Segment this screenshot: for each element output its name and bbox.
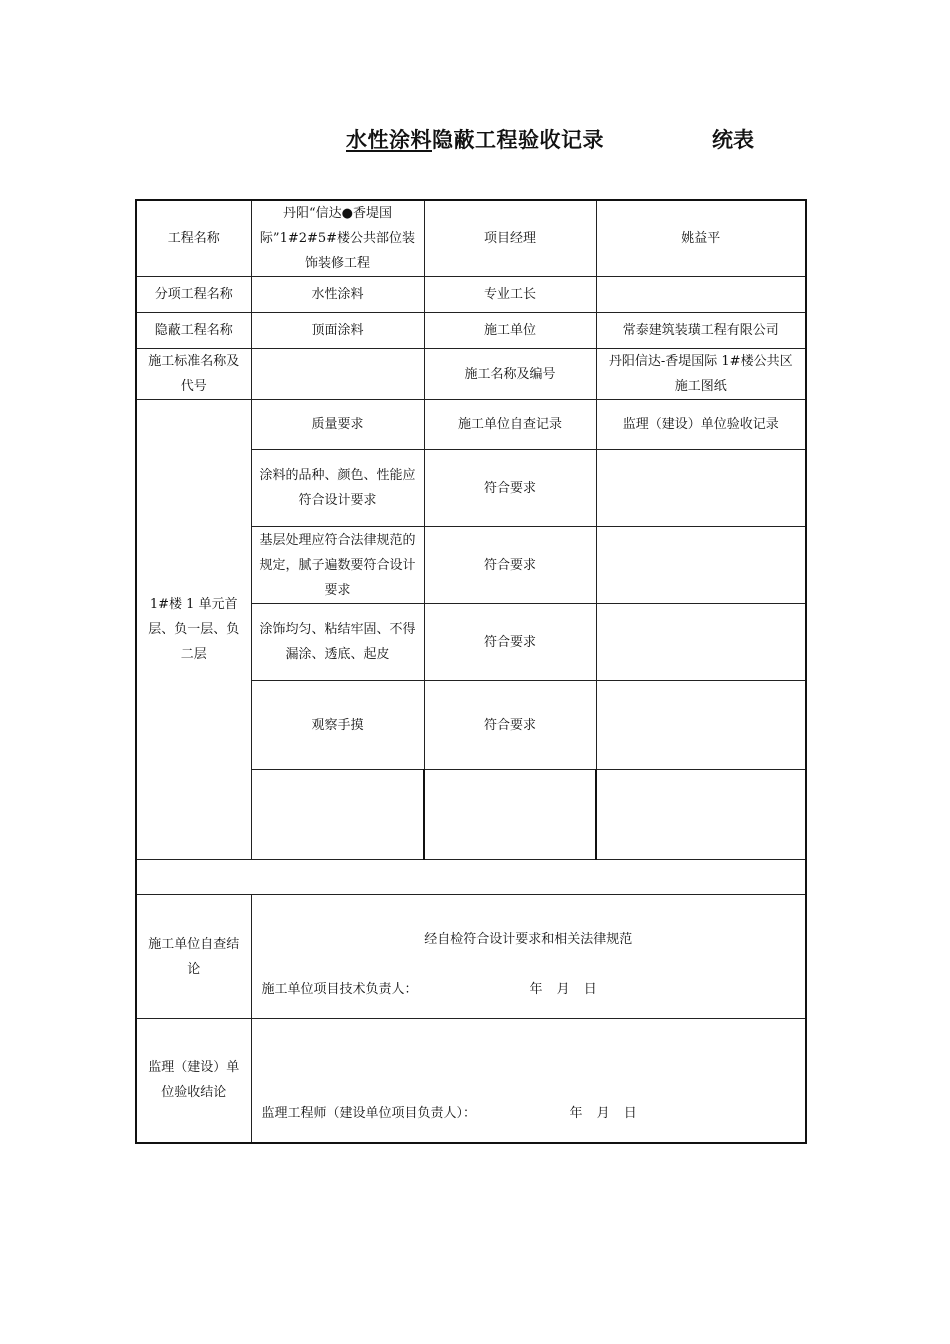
project-manager-label: 项目经理 xyxy=(424,200,596,277)
requirement-text: 基层处理应符合法律规范的规定，腻子遍数要符合设计要求 xyxy=(251,527,424,604)
foreman-value xyxy=(596,277,806,313)
supervision-conclusion-cell xyxy=(251,1019,806,1143)
empty-cell xyxy=(136,860,806,895)
title-underlined: 水性涂料 xyxy=(346,128,432,152)
project-name-value: 丹阳“信达●香堤国际”1#2#5#楼公共部位装饰装修工程 xyxy=(251,200,424,277)
title-rest: 隐蔽工程验收记录 xyxy=(432,128,604,152)
self-check-result: 符合要求 xyxy=(424,604,596,681)
self-conclusion-date: 年 月 日 xyxy=(529,982,597,997)
self-conclusion-text: 经自检符合设计要求和相关法律规范 xyxy=(424,932,633,947)
sub-project-label: 分项工程名称 xyxy=(136,277,251,313)
self-check-result: 符合要求 xyxy=(424,527,596,604)
drawing-label: 施工名称及编号 xyxy=(424,349,596,400)
header-supervision: 监理（建设）单位验收记录 xyxy=(596,400,806,450)
supervision-record xyxy=(596,527,806,604)
supervision-record xyxy=(596,681,806,770)
requirement-text: 涂饰均匀、粘结牢固、不得漏涂、透底、起皮 xyxy=(251,604,424,681)
project-name-label: 工程名称 xyxy=(136,200,251,277)
empty-cell xyxy=(596,770,806,860)
hidden-project-label: 隐蔽工程名称 xyxy=(136,313,251,349)
inspection-location: 1#楼 1 单元首层、负一层、负二层 xyxy=(136,400,251,860)
requirement-text: 涂料的品种、颜色、性能应符合设计要求 xyxy=(251,450,424,527)
hidden-project-value: 顶面涂料 xyxy=(251,313,424,349)
self-check-result: 符合要求 xyxy=(424,681,596,770)
header-self-check: 施工单位自查记录 xyxy=(424,400,596,450)
requirement-text: 观察手摸 xyxy=(251,681,424,770)
supervision-record xyxy=(596,604,806,681)
inspection-form-table xyxy=(135,199,807,1144)
spacer-row xyxy=(136,860,806,895)
self-conclusion-label: 施工单位自查结论 xyxy=(136,895,251,1019)
supervision-record xyxy=(596,450,806,527)
self-conclusion-cell xyxy=(251,895,806,1019)
project-manager-value: 姚益平 xyxy=(596,200,806,277)
contractor-label: 施工单位 xyxy=(424,313,596,349)
sub-project-value: 水性涂料 xyxy=(251,277,424,313)
supervision-conclusion-sign: 监理工程师（建设单位项目负责人）： xyxy=(261,1106,477,1121)
empty-cell xyxy=(251,770,424,860)
self-check-result: 符合要求 xyxy=(424,450,596,527)
self-conclusion-sign: 施工单位项目技术负责人： xyxy=(261,982,418,997)
contractor-value: 常泰建筑装璜工程有限公司 xyxy=(596,313,806,349)
empty-cell xyxy=(424,770,596,860)
standard-value xyxy=(251,349,424,400)
foreman-label: 专业工长 xyxy=(424,277,596,313)
title-side: 统表 xyxy=(712,128,754,152)
standard-label: 施工标准名称及代号 xyxy=(136,349,251,400)
document-title xyxy=(0,120,950,156)
supervision-conclusion-date: 年 月 日 xyxy=(569,1106,637,1121)
header-quality: 质量要求 xyxy=(251,400,424,450)
supervision-conclusion-label: 监理（建设）单位验收结论 xyxy=(136,1019,251,1143)
title-main xyxy=(346,124,604,154)
drawing-value: 丹阳信达-香堤国际 1#楼公共区施工图纸 xyxy=(596,349,806,400)
